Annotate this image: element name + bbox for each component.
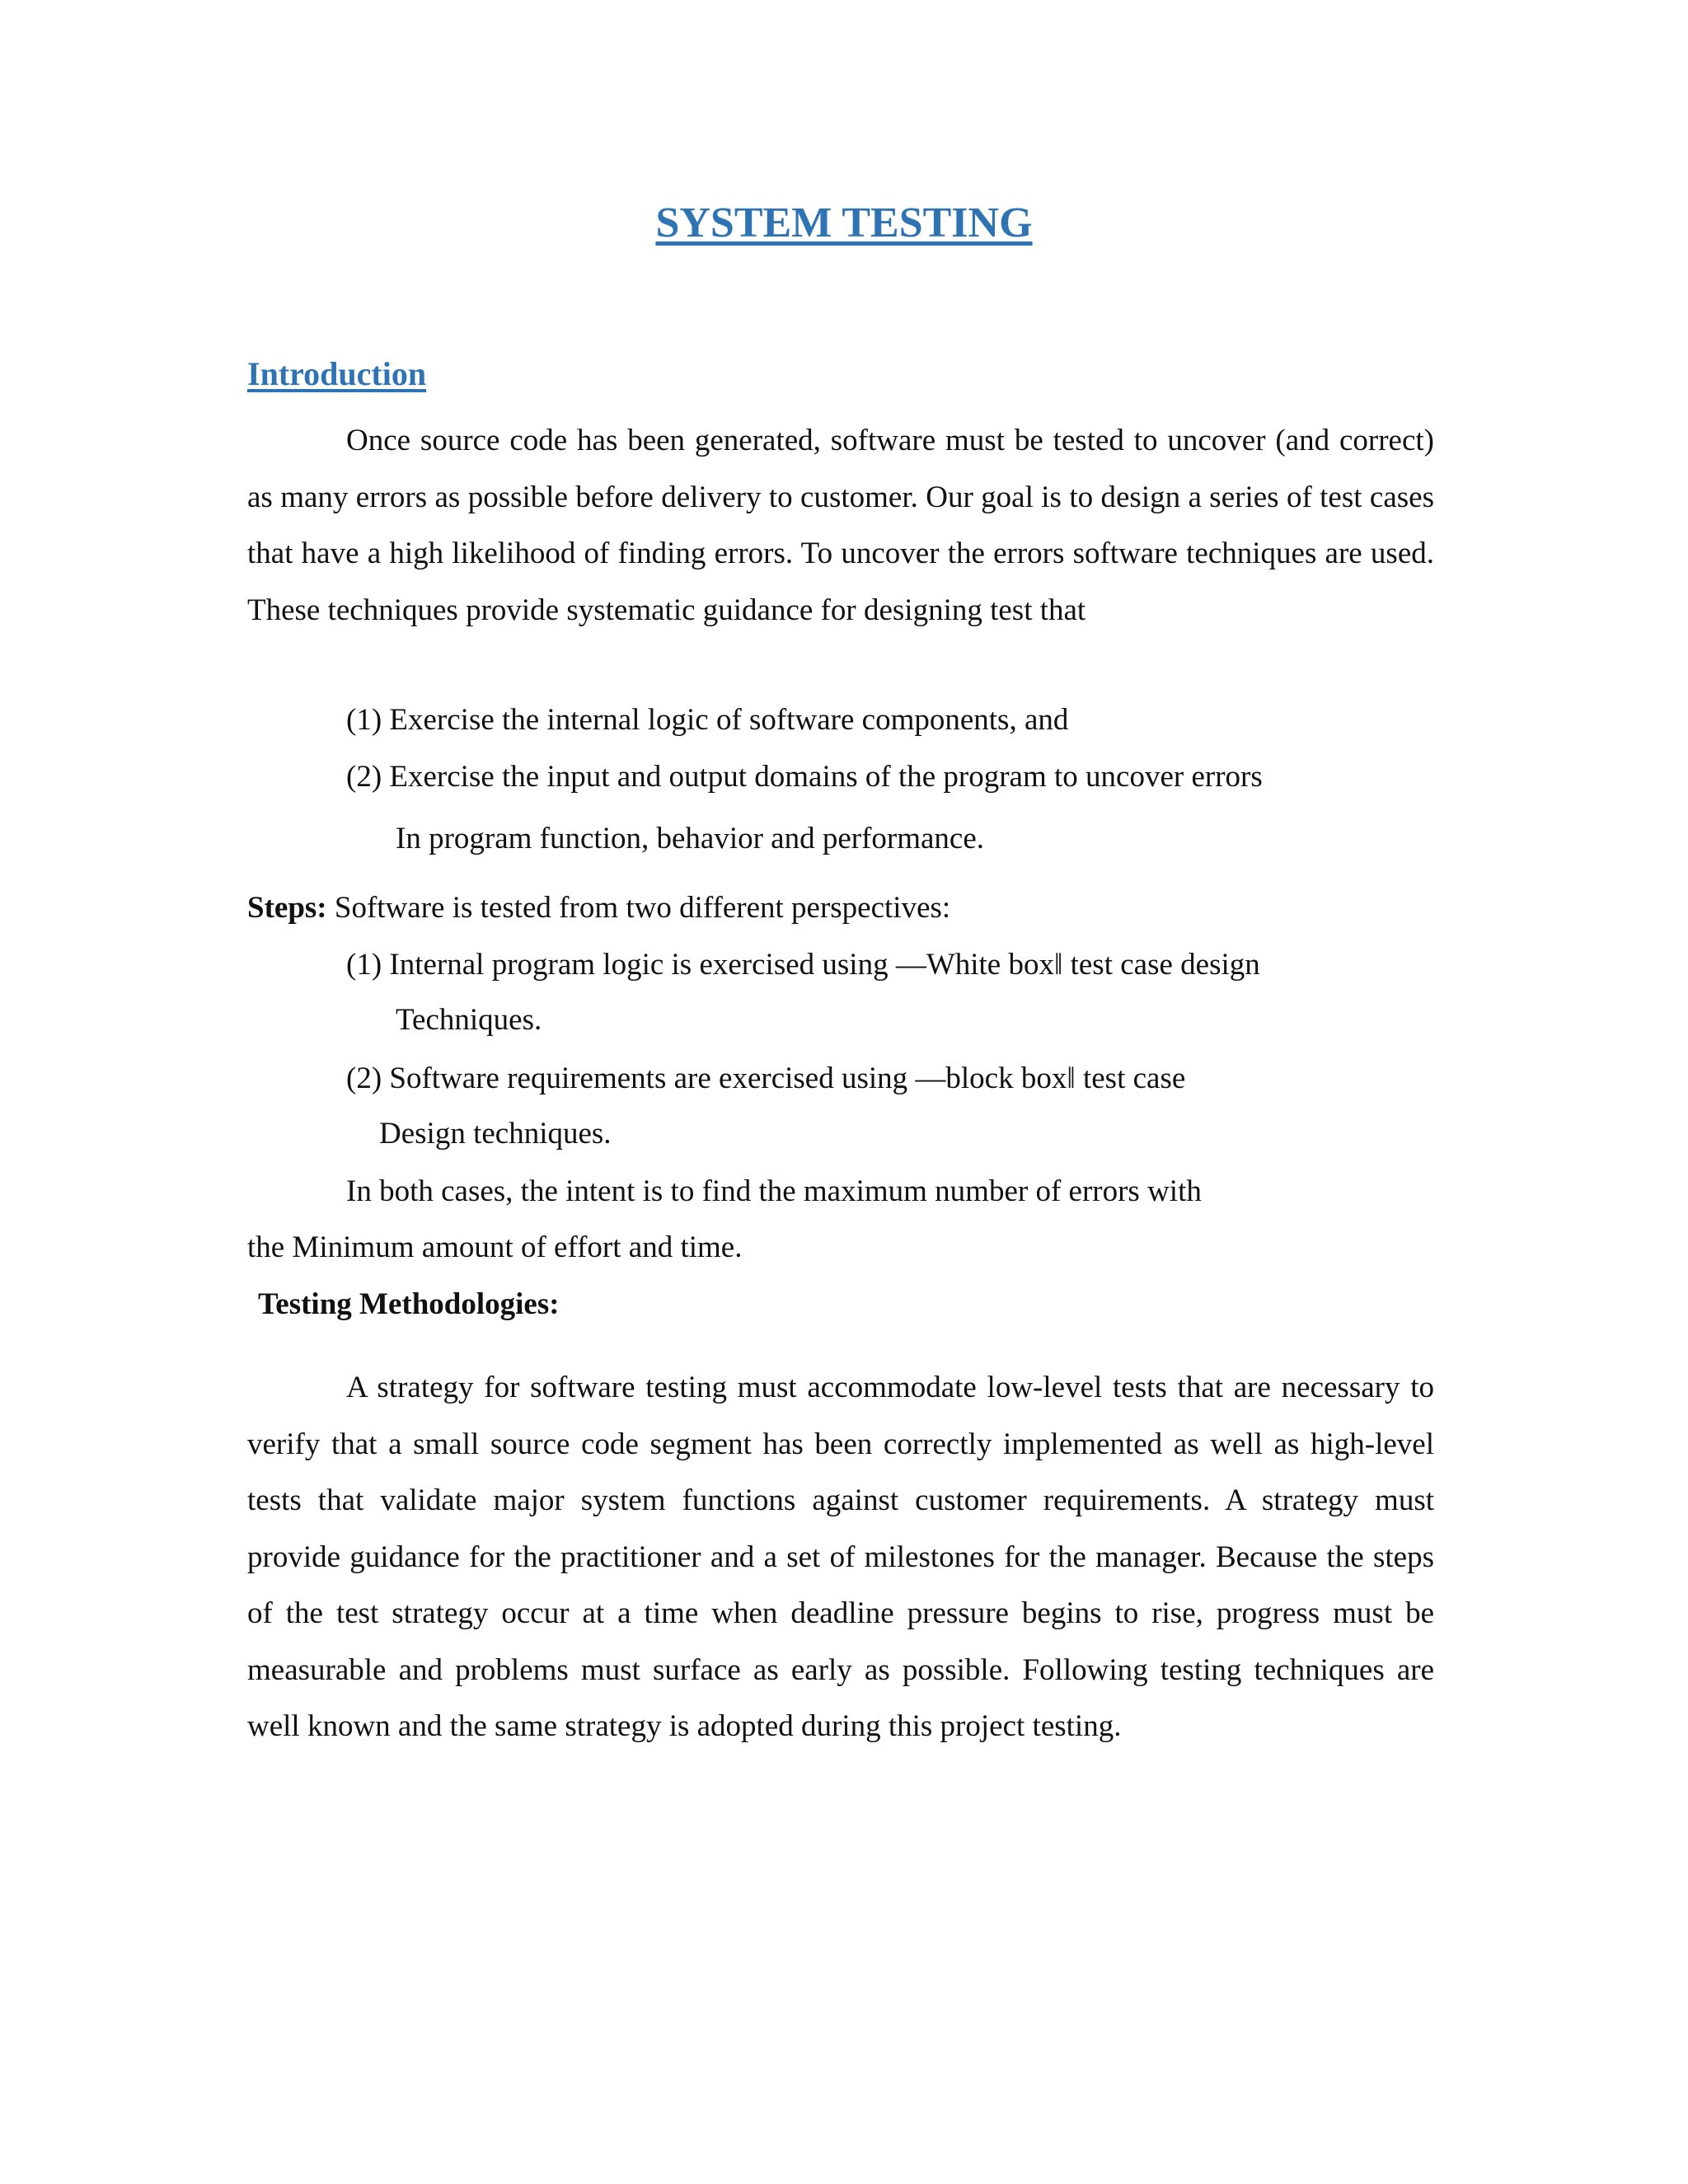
steps-paragraph <box>247 885 950 931</box>
page-title: SYSTEM TESTING <box>655 199 1033 246</box>
steps-text: Software is tested from two different perspectives: <box>326 891 951 925</box>
testing-methodologies-heading: Testing Methodologies: <box>258 1287 560 1321</box>
steps-item-2-line-1: (2) Software requirements are exercised using ―block box‖ test case <box>346 1062 1186 1095</box>
steps-item-1-line-1: (1) Internal program logic is exercised using ―White box‖ test case design <box>346 948 1260 982</box>
steps-label: Steps: <box>247 891 327 925</box>
steps-summary-line-2: the Minimum amount of effort and time. <box>247 1230 743 1264</box>
steps-item-1-line-2: Techniques. <box>396 1003 542 1037</box>
introduction-heading: Introduction <box>247 355 427 392</box>
introduction-item-2-continuation: In program function, behavior and performance. <box>396 822 985 855</box>
steps-summary-line-1: In both cases, the intent is to find the maximum number of errors with <box>346 1174 1202 1208</box>
introduction-item-2: (2) Exercise the input and output domains of the program to uncover errors <box>346 760 1263 794</box>
introduction-paragraph: Once source code has been generated, software must be tested to uncover (and correct) as many errors as possible before delivery to customer. Our goal is to design a series of test cases that have a high likelihood of finding errors. To uncover the errors software techniques are used. These techniques provide systematic guidance for designing test that <box>247 424 1434 627</box>
steps-item-2-line-2: Design techniques. <box>379 1117 612 1151</box>
testing-methodologies-paragraph: A strategy for software testing must accommodate low-level tests that are necessary to verify that a small source code segment has been correctly implemented as well as high-level tests that validate major system functions against customer requirements. A strategy must provide guidance for the practitioner and a set of milestones for the manager. Because the steps of the test strategy occur at a time when deadline pressure begins to rise, progress must be measurable and problems must surface as early as possible. Following testing techniques are well known and the same strategy is adopted during this project testing. <box>247 1371 1434 1743</box>
introduction-item-1: (1) Exercise the internal logic of software components, and <box>346 703 1069 737</box>
